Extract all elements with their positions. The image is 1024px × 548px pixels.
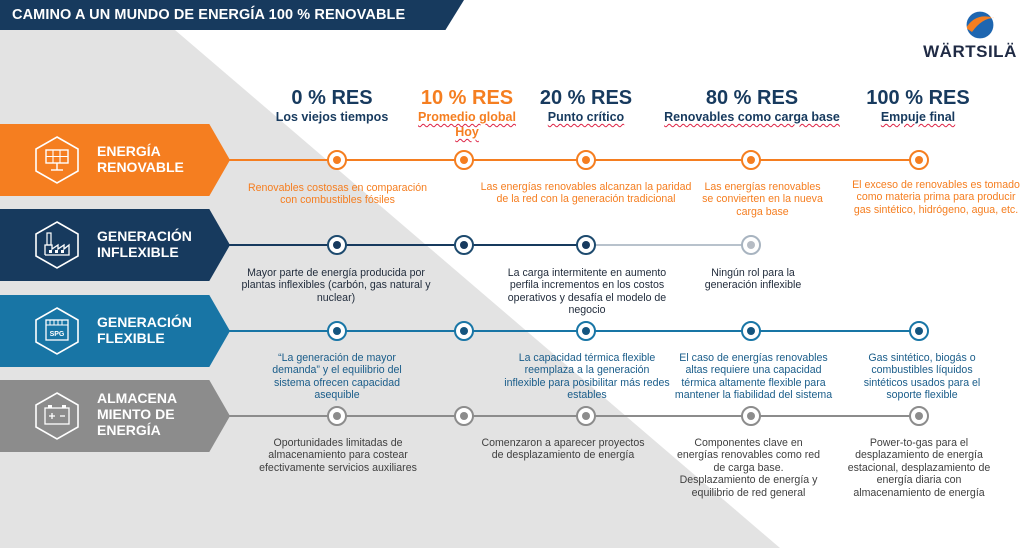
row-almacenamiento-desc-2: Componentes clave en energías renovables como red de carga base. Desplazamiento de energía y equilibrio de red general xyxy=(676,437,821,499)
row-flexible-desc-0: “La generación de mayor demanda” y el equilibrio del sistema ofrecen capacidad asequible xyxy=(272,352,402,402)
row-renovable-dot-2 xyxy=(576,150,596,170)
row-almacenamiento-desc-3: Power-to-gas para el desplazamiento de energía estacional, desplazamiento de energía diaria con almacenamiento de energía xyxy=(847,437,991,499)
row-renovable-desc-2: Las energías renovables se convierten en la nueva carga base xyxy=(702,181,823,218)
row-renovable-dot-4 xyxy=(909,150,929,170)
row-almacenamiento-dot-2 xyxy=(576,406,596,426)
stage-3-label: Renovables como carga base xyxy=(664,110,840,124)
row-almacenamiento-desc-1: Comenzaron a aparecer proyectos de desplazamiento de energía xyxy=(481,437,645,462)
row-renovable-dot-3 xyxy=(741,150,761,170)
row-flexible-label: GENERACIÓN FLEXIBLE xyxy=(97,314,192,346)
row-flexible-dot-4 xyxy=(909,321,929,341)
row-renovable-dot-0 xyxy=(327,150,347,170)
row-flexible-dot-1 xyxy=(454,321,474,341)
stage-0-pct: 0 % RES xyxy=(291,87,373,109)
row-renovable-label: ENERGÍA RENOVABLE xyxy=(97,143,184,175)
stage-4 xyxy=(823,86,1013,125)
battery-icon xyxy=(34,391,80,441)
row-inflexible-line xyxy=(226,244,587,246)
row-renovable-desc-3: El exceso de renovables es tomado como materia prima para producir gas sintético, hidrógeno, agua, etc. xyxy=(852,179,1020,216)
row-flexible-dot-3 xyxy=(741,321,761,341)
row-almacenamiento-desc-0: Oportunidades limitadas de almacenamiento para costear efectivamente servicios auxiliares xyxy=(259,437,417,474)
solar-panel-icon xyxy=(34,135,80,185)
stage-3 xyxy=(657,86,847,125)
row-inflexible-desc-0: Mayor parte de energía producida por plantas inflexibles (carbón, gas natural y nuclear) xyxy=(241,267,431,304)
row-flexible-desc-3: Gas sintético, biogás o combustibles líquidos sintéticos usados para el soporte flexible xyxy=(863,352,981,402)
stage-2-pct: 20 % RES xyxy=(539,87,633,109)
stage-1-label: Promedio global Hoy xyxy=(418,110,516,139)
row-almacenamiento-label: ALMACENA MIENTO DE ENERGÍA xyxy=(97,390,178,438)
row-inflexible-dot-2 xyxy=(576,235,596,255)
stage-3-pct: 80 % RES xyxy=(705,87,799,109)
logo-text: WÄRTSILÄ xyxy=(923,42,1017,61)
wartsila-logo xyxy=(922,8,1018,64)
row-almacenamiento-dot-3 xyxy=(741,406,761,426)
row-inflexible-line-fade xyxy=(587,244,752,246)
row-flexible-dot-2 xyxy=(576,321,596,341)
stage-4-label: Empuje final xyxy=(880,110,956,124)
row-almacenamiento-dot-4 xyxy=(909,406,929,426)
spg-engine-icon xyxy=(34,306,80,356)
row-flexible-dot-0 xyxy=(327,321,347,341)
stage-2 xyxy=(491,86,681,125)
row-inflexible-desc-2: Ningún rol para la generación inflexible xyxy=(704,267,802,292)
row-inflexible-dot-3 xyxy=(741,235,761,255)
row-inflexible-desc-1: La carga intermitente en aumento perfila incrementos en los costos operativos y desafía el modelo de negocio xyxy=(507,267,667,317)
row-almacenamiento-dot-1 xyxy=(454,406,474,426)
page-title: CAMINO A UN MUNDO DE ENERGÍA 100 % RENOVABLE xyxy=(12,7,406,23)
stage-1-pct: 10 % RES xyxy=(420,87,514,109)
logo-swirl-icon xyxy=(960,8,1000,42)
stage-2-label: Punto crítico xyxy=(547,110,625,124)
row-inflexible-dot-1 xyxy=(454,235,474,255)
stage-0-label: Los viejos tiempos xyxy=(275,110,389,124)
row-flexible-desc-1: La capacidad térmica flexible reemplaza a la generación inflexible para posibilitar más redes estables xyxy=(504,352,670,402)
row-inflexible-label: GENERACIÓN INFLEXIBLE xyxy=(97,228,192,260)
row-almacenamiento-dot-0 xyxy=(327,406,347,426)
spg-icon-text: SPG xyxy=(49,331,65,338)
factory-icon xyxy=(34,220,80,270)
row-flexible-desc-2: El caso de energías renovables altas requiere una capacidad térmica altamente flexible para mantener la fiabilidad del sistema xyxy=(674,352,833,402)
row-inflexible-dot-0 xyxy=(327,235,347,255)
row-renovable-desc-1: Las energías renovables alcanzan la paridad de la red con la generación tradicional xyxy=(480,181,692,206)
row-renovable-dot-1 xyxy=(454,150,474,170)
row-renovable-desc-0: Renovables costosas en comparación con combustibles fósiles xyxy=(247,182,428,207)
stage-4-pct: 100 % RES xyxy=(866,87,970,109)
